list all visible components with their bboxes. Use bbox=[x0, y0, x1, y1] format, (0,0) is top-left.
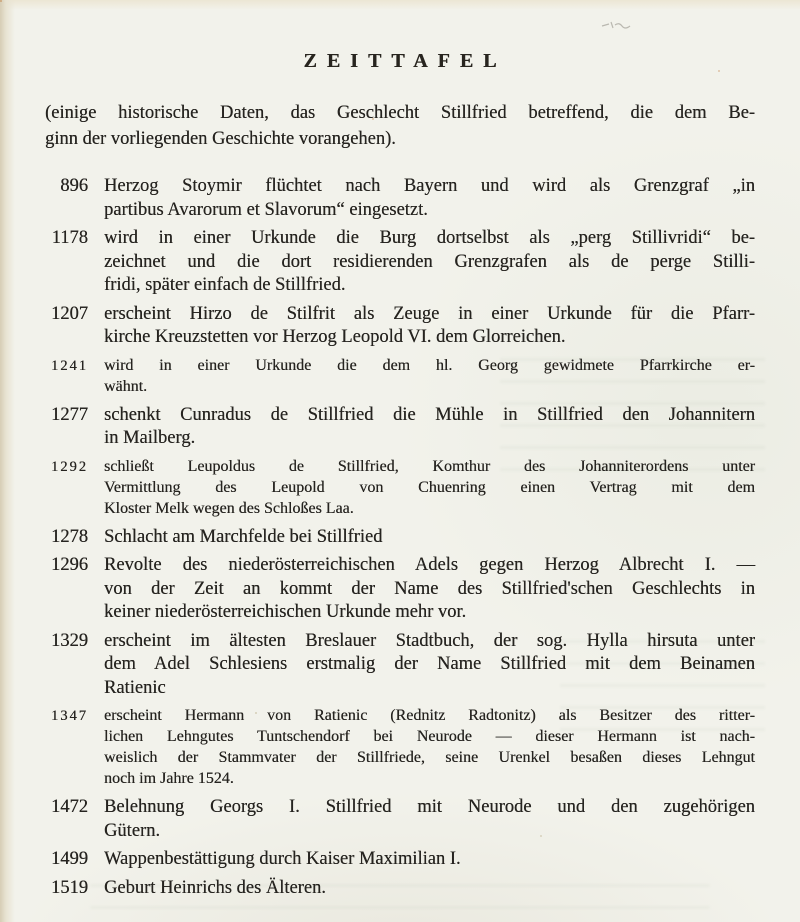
entry-text: Belehnung Georgs I. Stillfried mit Neurode und den zugehörigen Gütern. bbox=[104, 797, 755, 841]
page-title: ZEITTAFEL bbox=[303, 50, 507, 72]
entry-text: Geburt Heinrichs des Älteren. bbox=[104, 877, 326, 898]
entry-year: 1519 bbox=[51, 877, 88, 898]
timeline-entry bbox=[45, 630, 755, 701]
entry-text: erscheint Hermann von Ratienic (Rednitz Radtonitz) als Besitzer des ritter- lichen Lehngutes Tuntschendorf bei Neurode — dieser Hermann ist nach- weislich der Stammvater der Stillfriede, seine Urenkel besaßen dieses Lehngut noch im Jahre 1524. bbox=[104, 707, 755, 787]
entry-text: erscheint im ältesten Breslauer Stadtbuch, der sog. Hylla hirsuta unter dem Adel Schlesiens erstmalig der Name Stillfried mit dem Beinamen Ratienic bbox=[104, 630, 755, 698]
timeline-entry bbox=[45, 554, 755, 625]
timeline-entry bbox=[45, 303, 755, 350]
timeline-entry bbox=[45, 526, 755, 550]
entry-year: 1241 bbox=[51, 357, 88, 374]
entry-text: wird in einer Urkunde die dem hl. Georg gewidmete Pfarrkirche er- wähnt. bbox=[104, 356, 755, 395]
entry-text: Herzog Stoymir flüchtet nach Bayern und wird als Grenzgraf „in partibus Avarorum et Slavorum“ eingesetzt. bbox=[104, 176, 755, 220]
entry-year: 1329 bbox=[51, 630, 88, 651]
entry-text: schenkt Cunradus de Stillfried die Mühle in Stillfried den Johannitern in Mailberg. bbox=[104, 404, 755, 448]
timeline-entry bbox=[45, 355, 755, 397]
timeline-entry bbox=[45, 175, 755, 222]
timeline-entry bbox=[45, 227, 755, 298]
entry-year: 1499 bbox=[51, 849, 88, 869]
entry-year: 1278 bbox=[51, 526, 88, 547]
intro-paragraph: (einige historische Daten, das Geschlecht Stillfried betreffend, die dem Be- ginn der vorliegenden Geschichte vorangehen). bbox=[45, 103, 755, 149]
timeline-entry bbox=[45, 404, 755, 451]
entry-text: erscheint Hirzo de Stilfrit als Zeuge in einer Urkunde für die Pfarr- kirche Kreuzstetten vor Herzog Leopold VI. dem Glorreichen. bbox=[104, 303, 755, 347]
timeline-entry bbox=[45, 456, 755, 519]
timeline-list bbox=[45, 175, 755, 900]
entry-year: 1472 bbox=[51, 797, 88, 817]
entry-year: 1347 bbox=[51, 708, 88, 724]
entry-text: wird in einer Urkunde die Burg dortselbst als „perg Stillivridi“ be- zeichnet und die dort residierenden Grenzgrafen als de perge Stilli- fridi, später einfach de Stillfried. bbox=[104, 228, 755, 295]
timeline-entry bbox=[45, 848, 755, 872]
entry-year: 1277 bbox=[51, 404, 88, 425]
entry-year: 1292 bbox=[51, 458, 88, 475]
entry-year: 1207 bbox=[51, 303, 88, 324]
entry-text: schließt Leupoldus de Stillfried, Komthur des Johanniterordens unter Vermittlung des Leupold von Chuenring einen Vertrag mit dem Kloster Melk wegen des Schloßes Laa. bbox=[104, 457, 755, 517]
entry-text: Schlacht am Marchfelde bei Stillfried bbox=[104, 526, 383, 547]
entry-year: 1178 bbox=[51, 228, 88, 248]
timeline-entry bbox=[45, 877, 755, 901]
timeline-entry bbox=[45, 705, 755, 789]
entry-year: 896 bbox=[60, 176, 88, 196]
entry-text: Wappenbestättigung durch Kaiser Maximilian I. bbox=[104, 849, 461, 869]
entry-year: 1296 bbox=[51, 555, 88, 575]
timeline-entry bbox=[45, 796, 755, 843]
entry-text: Revolte des niederösterreichischen Adels gegen Herzog Albrecht I. — von der Zeit an kommt der Name des Stillfried'schen Geschlechts in keiner niederösterreichischen Urkunde mehr vor. bbox=[104, 555, 755, 622]
